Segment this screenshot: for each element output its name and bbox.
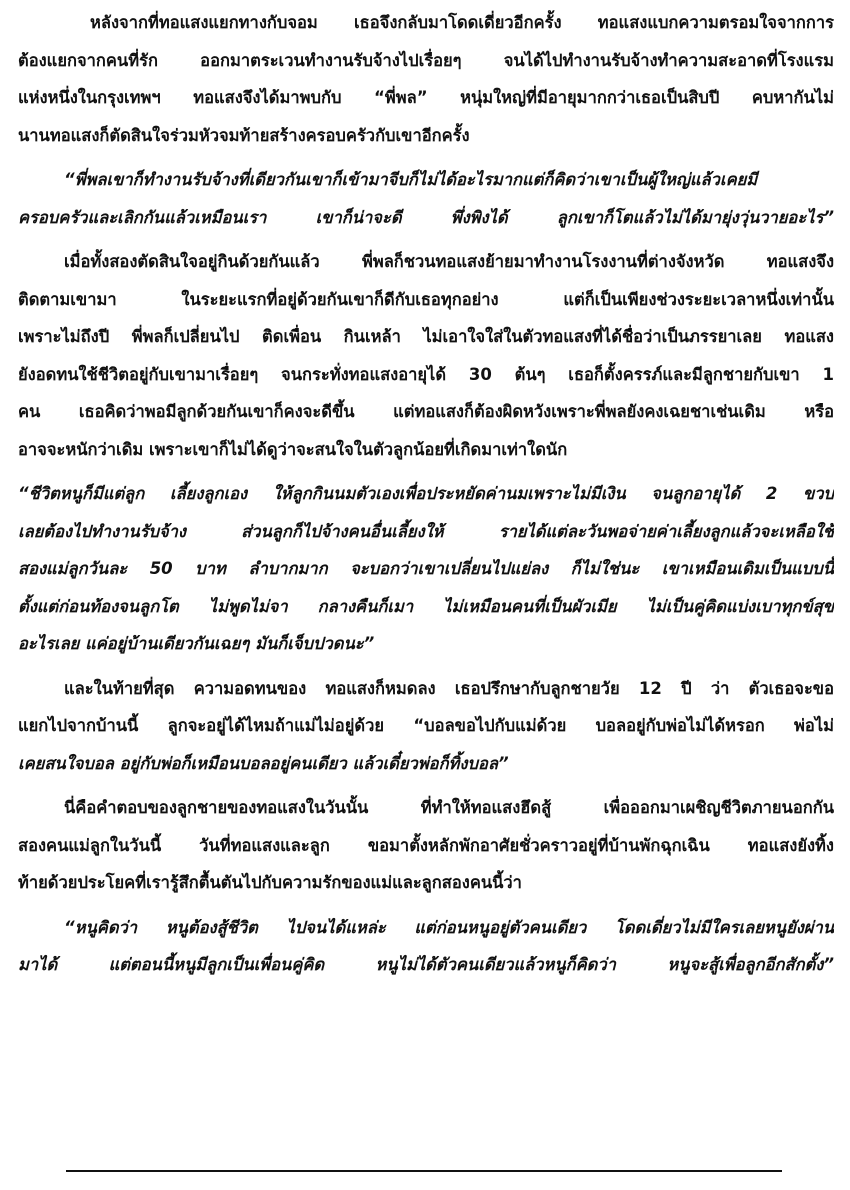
- quote-line: “ชีวิตหนูก็มีแต่ลูก เลี้ยงลูกเอง ให้ลูกกินนมตัวเองเพื่อประหยัดค่านมเพราะไม่มีเงิน จนลูกอายุได้ 2 ขวบ: [18, 484, 834, 503]
- text-line: และในท้ายที่สุด ความอดทนของ ทอแสงก็หมดลง เธอปรึกษากับลูกชายวัย 12 ปี ว่า ตัวเธอจะขอ: [64, 678, 834, 698]
- text-line: ติดตามเขามา ในระยะแรกที่อยู่ด้วยกันเขาก็ดีกับเธอทุกอย่าง แต่ก็เป็นเพียงช่วงระยะเวลาหนึ่งเท่านั้น: [18, 289, 834, 309]
- quote-block-1: [18, 161, 834, 236]
- quote-block-2: [18, 475, 834, 663]
- quote-line: ครอบครัวและเลิกกันแล้วเหมือนเรา เขาก็น่าจะดี พึ่งพิงได้ ลูกเขาก็โตแล้วไม่ได้มายุ่งวุ่นวายอะไร”: [18, 207, 834, 227]
- text-line: ท้ายด้วยประโยคที่เรารู้สึกตื้นตันไปกับความรักของแม่และลูกสองคนนี้ว่า: [18, 873, 522, 892]
- text-line: ต้องแยกจากคนที่รัก ออกมาตระเวนทำงานรับจ้างไปเรื่อยๆ จนได้ไปทำงานรับจ้างทำความสะอาดที่โรงแรม: [18, 50, 834, 70]
- quote-line: อะไรเลย แค่อยู่บ้านเดียวกันเฉยๆ มันก็เจ็บปวดนะ”: [18, 634, 375, 653]
- text-line: นานทอแสงก็ตัดสินใจร่วมหัวจมท้ายสร้างครอบครัวกับเขาอีกครั้ง: [18, 125, 470, 145]
- paragraph-decision: [18, 670, 834, 783]
- text-line: นี่คือคำตอบของลูกชายของทอแสงในวันนั้น ที่ทำให้ทอแสงฮึดสู้ เพื่อออกมาเผชิญชีวิตภายนอกกัน: [64, 798, 834, 817]
- quote-line: สองแม่ลูกวันละ 50 บาท ลำบากมาก จะบอกว่าเขาเปลี่ยนไปแย่ลง ก็ไม่ใช่นะ เขาเหมือนเดิมเป็นแบบนี้: [18, 559, 834, 578]
- paragraph-new-life: [18, 243, 834, 468]
- quote-line: เลยต้องไปทำงานรับจ้าง ส่วนลูกก็ไปจ้างคนอื่นเลี้ยงให้ รายได้แต่ละวันพอจ่ายค่าเลี้ยงลูกแล้วจะเหลือใช้: [18, 521, 834, 541]
- text-line: คน เธอคิดว่าพอมีลูกด้วยกันเขาก็คงจะดีขึ้น แต่ทอแสงก็ต้องผิดหวังเพราะพี่พลยังคงเฉยชาเช่นเดิม หรือ: [18, 402, 834, 421]
- text-line: แห่งหนึ่งในกรุงเทพฯ ทอแสงจึงได้มาพบกับ “พี่พล” หนุ่มใหญ่ที่มีอายุมากกว่าเธอเป็นสิบปี คบหากันไม่: [18, 88, 834, 107]
- paragraph-answer: [18, 789, 834, 902]
- text-line: แยกไปจากบ้านนี้ ลูกจะอยู่ได้ไหมถ้าแม่ไม่อยู่ด้วย “บอลขอไปกับแม่ด้วย บอลอยู่กับพ่อไม่ได้หรอก พ่อไม่: [18, 716, 834, 735]
- quote-line: ตั้งแต่ก่อนท้องจนลูกโต ไม่พูดไม่จา กลางคืนก็เมา ไม่เหมือนคนที่เป็นผัวเมีย ไม่เป็นคู่คิดแบ่งเบาทุกข์สุข: [18, 596, 834, 616]
- document-page: [18, 4, 834, 984]
- text-line: เพราะไม่ถึงปี พี่พลก็เปลี่ยนไป ติดเพื่อน กินเหล้า ไม่เอาใจใส่ในตัวทอแสงที่ได้ชื่อว่าเป็นภรรยาเลย ทอแสง: [18, 327, 834, 346]
- text-line: หลังจากที่ทอแสงแยกทางกับจอม เธอจึงกลับมาโดดเดี่ยวอีกครั้ง ทอแสงแบกความตรอมใจจากการ: [90, 13, 834, 32]
- quote-line: “หนูคิดว่า หนูต้องสู้ชีวิต ไปจนได้แหล่ะ แต่ก่อนหนูอยู่ตัวคนเดียว โดดเดี่ยวไม่มีใครเลยหนูยังผ่าน: [64, 917, 834, 937]
- quote-block-3: [18, 909, 834, 984]
- text-line: เคยสนใจบอล อยู่กับพ่อก็เหมือนบอลอยู่คนเดียว แล้วเดี๋ยวพ่อก็ทิ้งบอล”: [18, 753, 509, 773]
- text-line: สองคนแม่ลูกในวันนี้ วันที่ทอแสงและลูก ขอมาตั้งหลักพักอาศัยชั่วคราวอยู่ที่บ้านพักฉุกเฉิน ทอแสงยังทิ้ง: [18, 835, 834, 855]
- quote-line: มาได้ แต่ตอนนี้หนูมีลูกเป็นเพื่อนคู่คิด หนูไม่ได้ตัวคนเดียวแล้วหนูก็คิดว่า หนูจะสู้เพื่อลูกอีกสักตั้ง”: [18, 955, 834, 974]
- paragraph-intro: [18, 4, 834, 154]
- text-line: เมื่อทั้งสองตัดสินใจอยู่กินด้วยกันแล้ว พี่พลก็ชวนทอแสงย้ายมาทำงานโรงงานที่ต่างจังหวัด ทอแสงจึง: [64, 252, 834, 271]
- text-line: ยังอดทนใช้ชีวิตอยู่กับเขามาเรื่อยๆ จนกระทั่งทอแสงอายุได้ 30 ต้นๆ เธอก็ตั้งครรภ์และมีลูกชายกับเขา 1: [18, 364, 834, 384]
- bottom-divider: [66, 1170, 782, 1172]
- text-line: อาจจะหนักว่าเดิม เพราะเขาก็ไม่ได้ดูว่าจะสนใจในตัวลูกน้อยที่เกิดมาเท่าใดนัก: [18, 439, 568, 459]
- quote-line: “พี่พลเขาก็ทำงานรับจ้างที่เดียวกันเขาก็เข้ามาจีบก็ไม่ได้อะไรมากแต่ก็คิดว่าเขาเป็นผู้ใหญ่แล้วเคยมี: [64, 170, 758, 189]
